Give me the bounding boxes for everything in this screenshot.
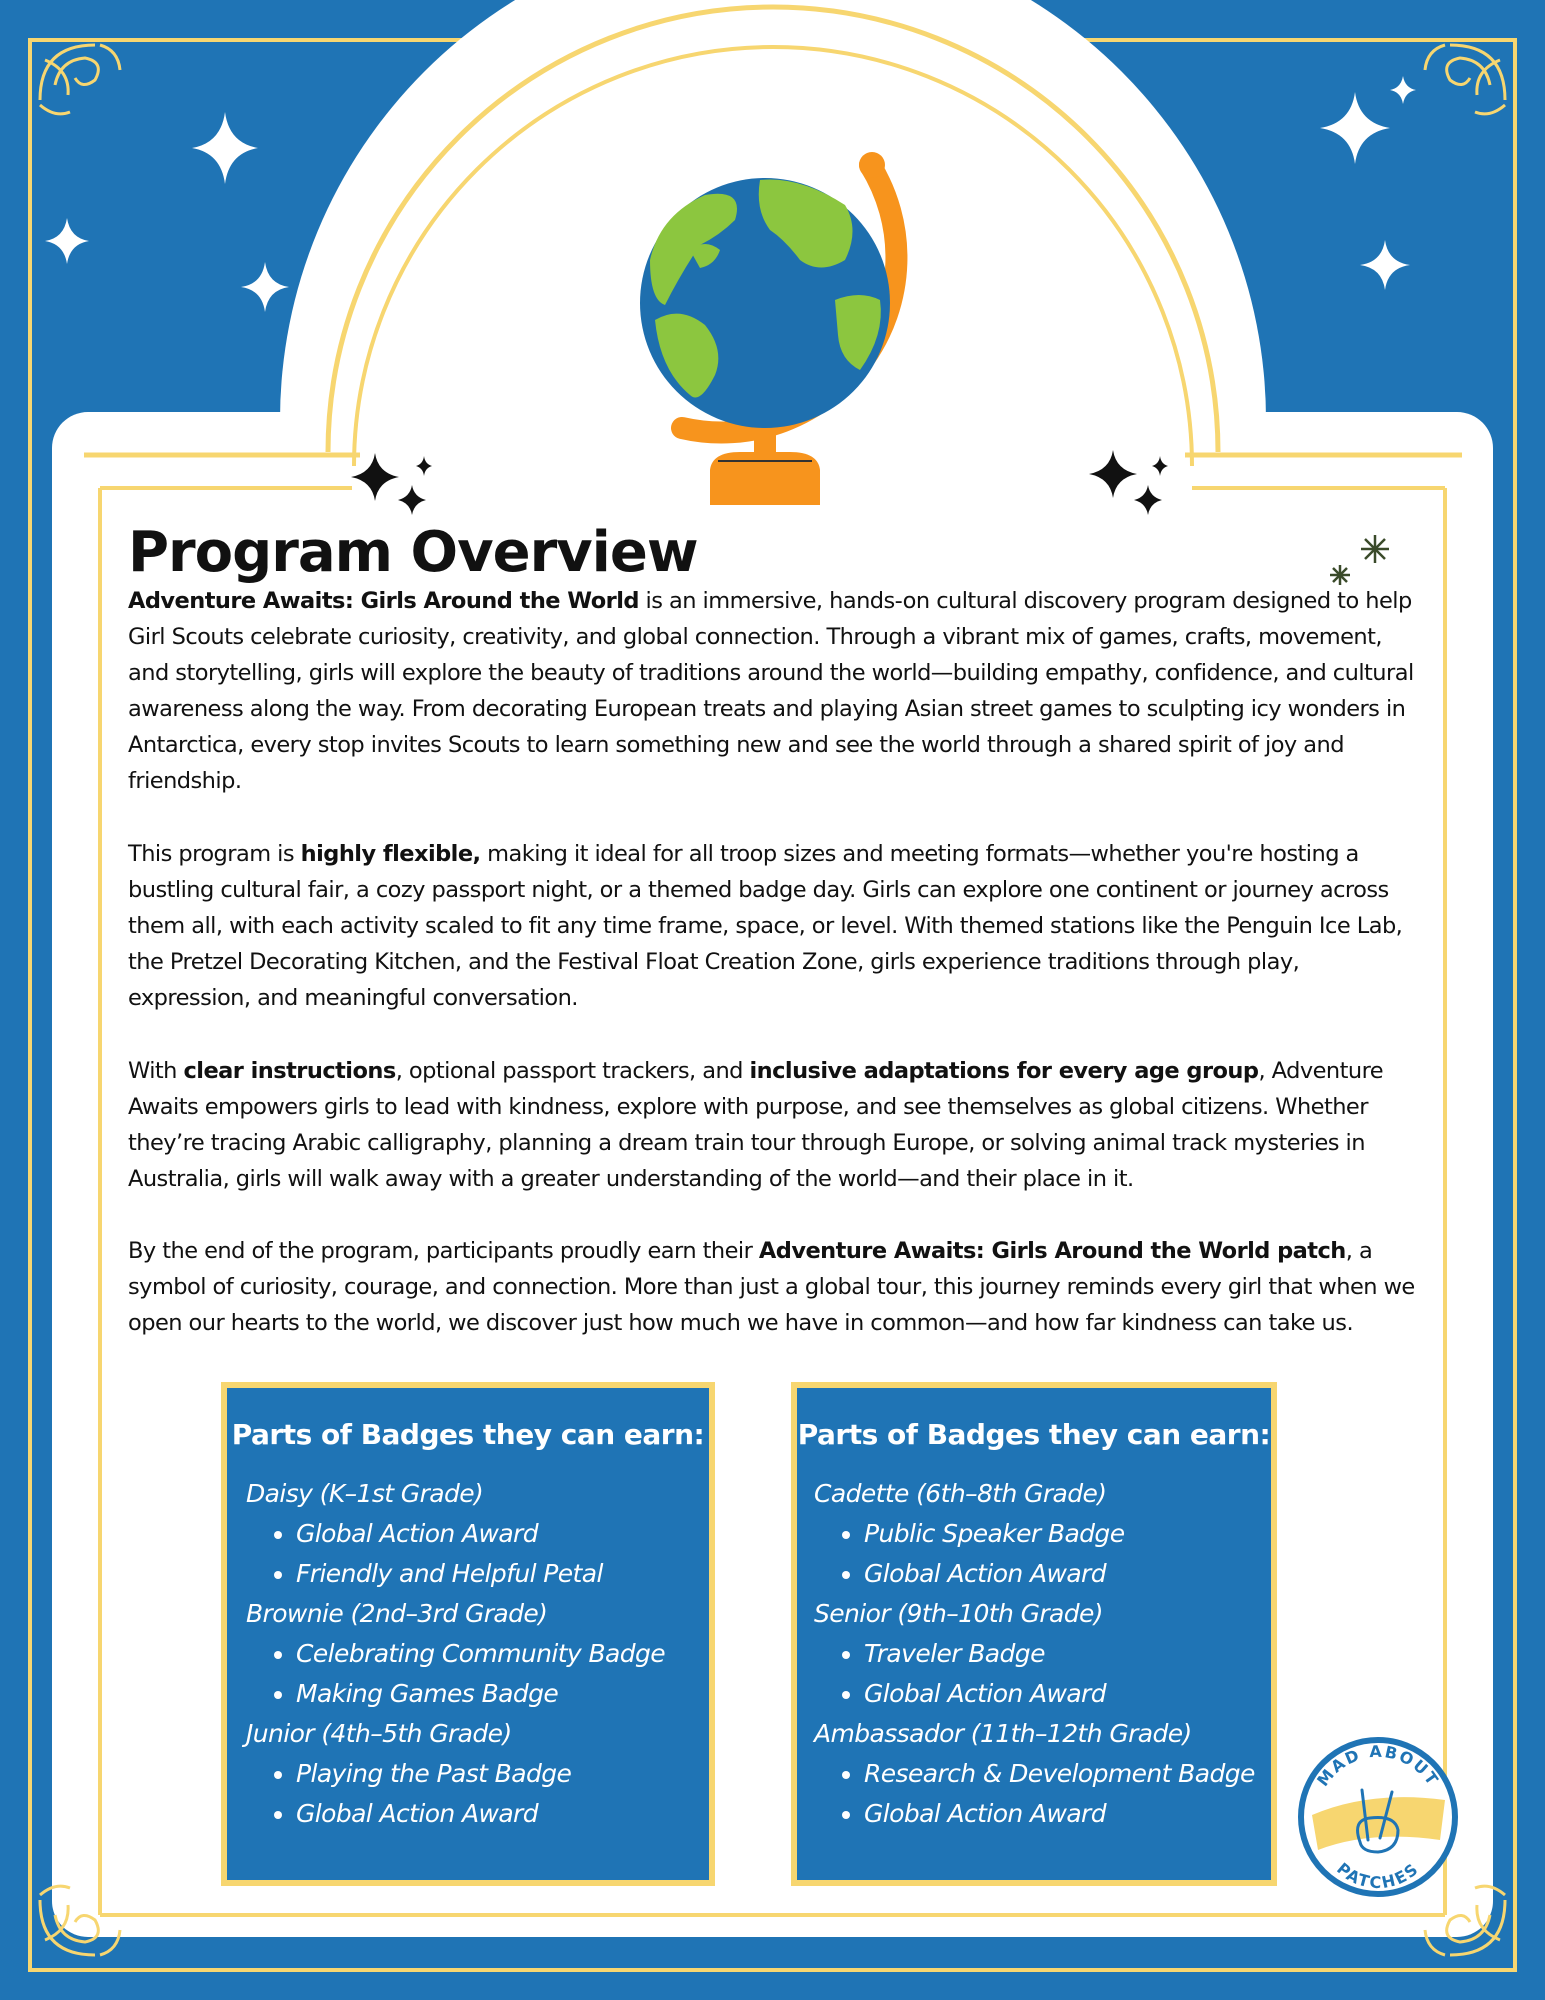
badge-item: • Global Action Award bbox=[296, 1794, 699, 1834]
badge-levels-list bbox=[814, 1474, 1261, 1834]
level-name: Brownie (2nd–3rd Grade) bbox=[246, 1599, 548, 1628]
bold-phrase: clear instructions bbox=[183, 1058, 396, 1084]
paragraph-text: making it ideal for all troop sizes and meeting formats—whether you're hosting a bustling cultural fair, a cozy passport night, or a themed badge day. Girls can explore one continent or journey across them all, with each activity scaled to fit any time frame, space, or level. With themed stations like the Penguin Ice Lab, the Pretzel Decorating Kitchen, and the Festival Float Creation Zone, girls experience traditions through play, expression, and meaningful conversation. bbox=[128, 841, 1403, 1011]
badges-heading: Parts of Badges they can earn: bbox=[231, 1418, 705, 1451]
badges-heading: Parts of Badges they can earn: bbox=[797, 1418, 1271, 1451]
level-name: Cadette (6th–8th Grade) bbox=[814, 1479, 1107, 1508]
badges-box-younger bbox=[221, 1382, 715, 1886]
paragraph-text: With bbox=[128, 1058, 184, 1084]
page-title: Program Overview bbox=[128, 520, 698, 585]
level-name: Ambassador (11th–12th Grade) bbox=[814, 1719, 1192, 1748]
paragraph-text: , a symbol of curiosity, courage, and connection. More than just a global tour, this journey reminds every girl that when we open our hearts to the world, we discover just how much we have in common—and how far kindness can take us. bbox=[128, 1238, 1415, 1336]
bold-phrase: Adventure Awaits: Girls Around the World patch bbox=[758, 1238, 1346, 1264]
badge-item: • Playing the Past Badge bbox=[296, 1754, 699, 1794]
paragraph-text: is an immersive, hands-on cultural discovery program designed to help Girl Scouts celebrate curiosity, creativity, and global connection. Through a vibrant mix of games, crafts, movement, and storytelling, girls will explore the beauty of traditions around the world—building empathy, confidence, and cultural awareness along the way. From decorating European treats and playing Asian street games to sculpting icy wonders in Antarctica, every stop invites Scouts to learn something new and see the world through a shared spirit of joy and friendship. bbox=[128, 588, 1414, 794]
badge-item: • Making Games Badge bbox=[296, 1674, 699, 1714]
mad-about-patches-logo bbox=[1301, 1740, 1455, 1894]
paragraph-text: This program is bbox=[128, 841, 301, 867]
badge-items-list bbox=[814, 1514, 1261, 1594]
level-name: Daisy (K–1st Grade) bbox=[246, 1479, 484, 1508]
badge-level bbox=[814, 1474, 1261, 1594]
badge-item: • Global Action Award bbox=[864, 1794, 1261, 1834]
badge-level bbox=[246, 1714, 699, 1834]
paragraph-text: , Adventure Awaits empowers girls to lead with kindness, explore with purpose, and see themselves as global citizens. Whether they’re tracing Arabic calligraphy, planning a dream train tour through Europe, or solving animal track mysteries in Australia, girls will walk away with a greater understanding of the world—and their place in it. bbox=[128, 1058, 1384, 1192]
bold-phrase: highly flexible, bbox=[300, 841, 481, 867]
badge-items-list bbox=[814, 1754, 1261, 1834]
badge-level bbox=[814, 1714, 1261, 1834]
paragraph-text: , optional passport trackers, and bbox=[395, 1058, 750, 1084]
badge-levels-list bbox=[246, 1474, 699, 1834]
overview-paragraph-4 bbox=[128, 1233, 1418, 1341]
bold-phrase: inclusive adaptations for every age group bbox=[749, 1058, 1259, 1084]
paragraph-text: By the end of the program, participants proudly earn their bbox=[128, 1238, 759, 1264]
badge-level bbox=[246, 1594, 699, 1714]
badge-items-list bbox=[814, 1634, 1261, 1714]
badge-items-list bbox=[246, 1634, 699, 1714]
badge-item: • Global Action Award bbox=[296, 1514, 699, 1554]
level-name: Junior (4th–5th Grade) bbox=[246, 1719, 512, 1748]
level-name: Senior (9th–10th Grade) bbox=[814, 1599, 1103, 1628]
overview-paragraph-1 bbox=[128, 583, 1418, 799]
svg-text:PATCHES: PATCHES bbox=[1333, 1858, 1423, 1893]
badge-item: • Research & Development Badge bbox=[864, 1754, 1261, 1794]
badge-item: • Public Speaker Badge bbox=[864, 1514, 1261, 1554]
badge-level bbox=[814, 1594, 1261, 1714]
badge-item: • Friendly and Helpful Petal bbox=[296, 1554, 699, 1594]
overview-paragraph-2 bbox=[128, 836, 1418, 1016]
badge-level bbox=[246, 1474, 699, 1594]
badge-items-list bbox=[246, 1514, 699, 1594]
badge-item: • Global Action Award bbox=[864, 1674, 1261, 1714]
badges-box-older bbox=[791, 1382, 1277, 1886]
overview-paragraph-3 bbox=[128, 1053, 1418, 1197]
badge-items-list bbox=[246, 1754, 699, 1834]
badge-item: • Global Action Award bbox=[864, 1554, 1261, 1594]
program-name: Adventure Awaits: Girls Around the World bbox=[128, 588, 639, 614]
svg-text:MAD ABOUT: MAD ABOUT bbox=[1313, 1741, 1443, 1790]
badge-item: • Celebrating Community Badge bbox=[296, 1634, 699, 1674]
badge-item: • Traveler Badge bbox=[864, 1634, 1261, 1674]
